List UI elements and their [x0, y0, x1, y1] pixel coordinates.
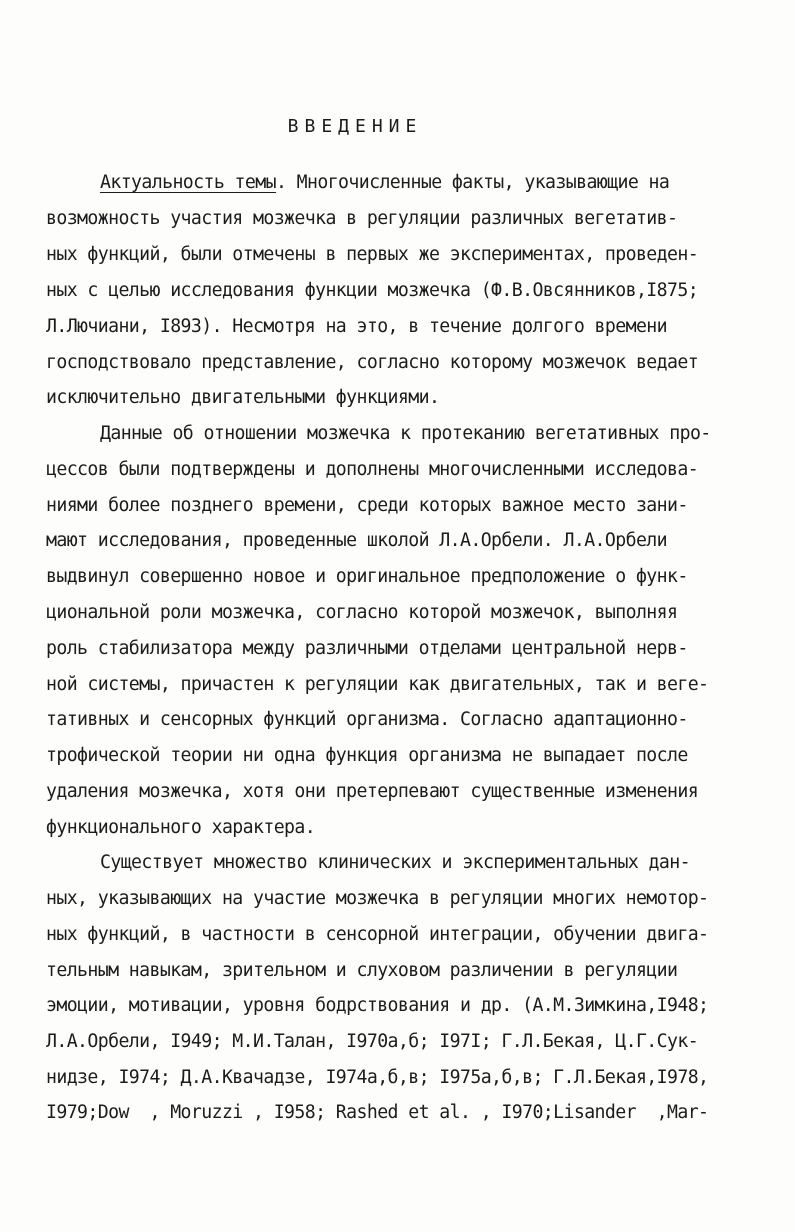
section-heading: ВВЕДЕНИЕ [287, 116, 423, 137]
paragraph-line: Л.Лючиани, I893). Несмотря на это, в течение долгого времени [46, 316, 667, 337]
paragraph-line: ных функций, были отмечены в первых же экспериментах, проведен- [46, 244, 699, 265]
paragraph-line: ной системы, причастен к регуляции как двигательных, так и веге- [46, 674, 709, 695]
topic-label: Актуальность темы [100, 172, 276, 193]
paragraph-line: цессов были подтверждены и дополнены многочисленными исследова- [46, 459, 699, 480]
paragraph-line: ных функций, в частности в сенсорной интеграции, обучении двига- [46, 924, 709, 945]
paragraph-line: I979;Dow , Moruzzi , I958; Rashed et al. , I970;Lisander ,Mar- [46, 1102, 709, 1123]
paragraph-line: функционального характера. [46, 817, 316, 838]
paragraph-line: исключительно двигательными функциями. [46, 387, 440, 408]
paragraph-line: Данные об отношении мозжечка к протеканию вегетативных про- [100, 423, 711, 444]
paragraph-line: эмоции, мотивации, уровня бодрствования и др. (А.М.Зимкина,I948; [46, 995, 709, 1016]
paragraph-line: циональной роли мозжечка, согласно которой мозжечок, выполняя [46, 602, 678, 623]
paragraph-line: Л.А.Орбели, I949; М.И.Талан, I970а,б; I97I; Г.Л.Бекая, Ц.Г.Сук- [46, 1031, 699, 1052]
paragraph-line: тельным навыкам, зрительном и слуховом различении в регуляции [46, 960, 678, 981]
paragraph-line: нидзе, I974; Д.А.Квачадзе, I974а,б,в; I975а,б,в; Г.Л.Бекая,I978, [46, 1067, 709, 1088]
paragraph-line: ниями более позднего времени, среди которых важное место зани- [46, 495, 688, 516]
paragraph-line: тативных и сенсорных функций организма. Согласно адаптационно- [46, 709, 688, 730]
paragraph-line: роль стабилизатора между различными отделами центральной нерв- [46, 638, 688, 659]
paragraph-line: трофической теории ни одна функция организма не выпадает после [46, 745, 688, 766]
paragraph-text: . Многочисленные факты, указывающие на [275, 172, 670, 193]
paragraph-line [100, 172, 669, 194]
paragraph-line: ных, указывающих на участие мозжечка в регуляции многих немотор- [46, 888, 709, 909]
paragraph-line: возможность участия мозжечка в регуляции различных вегетатив- [46, 208, 678, 229]
paragraph-line: удаления мозжечка, хотя они претерпевают существенные изменения [46, 781, 699, 802]
paragraph-line: Существует множество клинических и экспериментальных дан- [100, 852, 690, 873]
paragraph-line: мают исследования, проведенные школой Л.А.Орбели. Л.А.Орбели [46, 530, 667, 551]
paragraph-line: ных с целью исследования функции мозжечка (Ф.В.Овсянников,I875; [46, 280, 699, 301]
paragraph-line: выдвинул совершенно новое и оригинальное предположение о функ- [46, 566, 688, 587]
paragraph-line: господствовало представление, согласно которому мозжечок ведает [46, 352, 699, 373]
